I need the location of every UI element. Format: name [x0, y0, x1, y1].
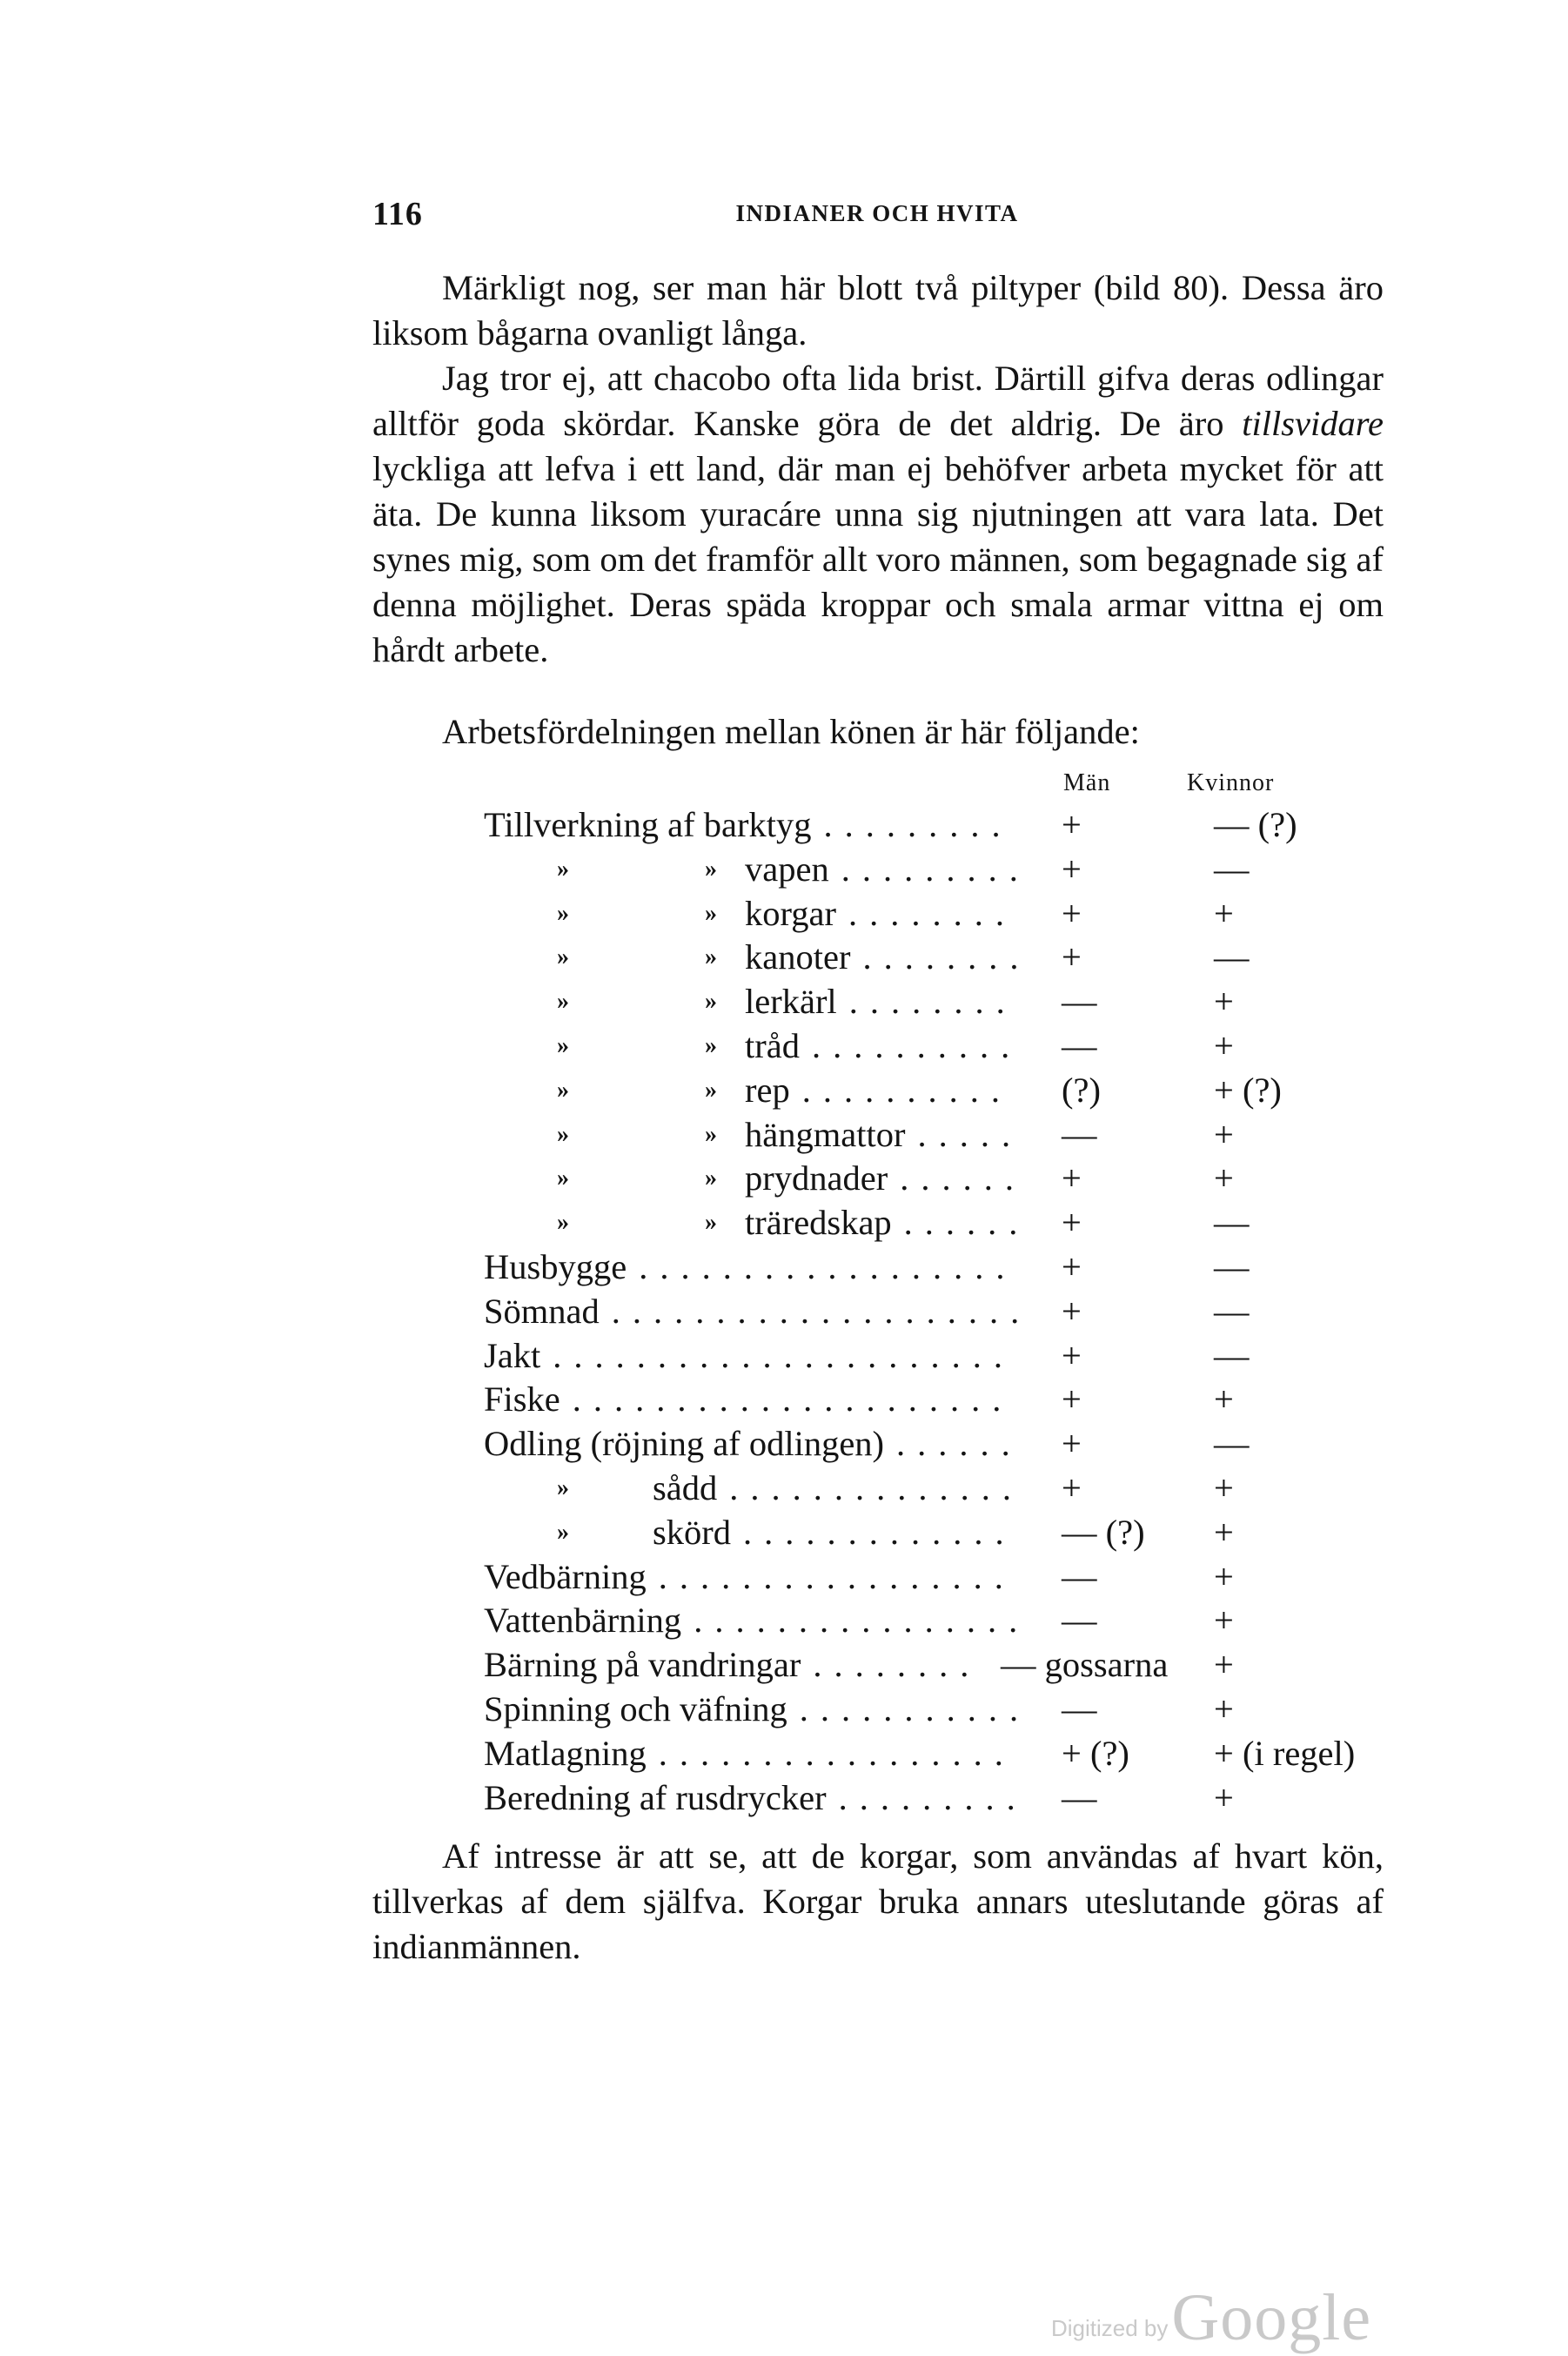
cell-man: + (?) [1062, 1733, 1129, 1773]
row-label: vapen [745, 849, 829, 889]
table-row [0, 1068, 1568, 1113]
ditto-mark: » [557, 1474, 569, 1501]
row-label: Matlagning [484, 1733, 647, 1773]
leader-dots: ........ [862, 937, 1031, 977]
cell-man: + [1062, 1291, 1082, 1331]
cell-kvinnor: + [1214, 982, 1234, 1022]
leader-dots: ................. [658, 1733, 1015, 1773]
cell-kvinnor: — [1214, 1203, 1250, 1243]
row-label: Vattenbärning [484, 1601, 682, 1641]
cell-kvinnor: — [1214, 937, 1250, 977]
leader-dots: .......... [801, 1070, 1012, 1110]
leader-dots: ................ [694, 1601, 1030, 1641]
leader-dots: ..... [917, 1114, 1023, 1154]
cell-man: + [1062, 893, 1082, 933]
table-row [0, 1642, 1568, 1688]
cell-man: (?) [1062, 1070, 1101, 1110]
cell-man: + [1062, 937, 1082, 977]
leader-dots: ......... [841, 849, 1030, 889]
row-label: prydnader [745, 1158, 888, 1198]
row-label: tråd [745, 1026, 800, 1065]
cell-kvinnor: — [1214, 1335, 1250, 1375]
table-row [0, 1731, 1568, 1776]
cell-kvinnor: + [1214, 1026, 1234, 1065]
cell-kvinnor: + [1214, 1689, 1234, 1728]
leader-dots: ...... [900, 1158, 1026, 1198]
cell-man: + [1062, 1335, 1082, 1375]
cell-kvinnor: + [1214, 1158, 1234, 1198]
ditto-mark: » [557, 899, 569, 927]
ditto-mark: » [705, 899, 717, 927]
leader-dots: ............. [743, 1512, 1016, 1552]
table-row [0, 1775, 1568, 1821]
cell-kvinnor: + [1214, 1556, 1234, 1596]
ditto-mark: » [557, 1165, 569, 1192]
ditto-mark: » [705, 1165, 717, 1192]
ditto-mark: » [557, 855, 569, 883]
leader-dots: ........ [848, 893, 1016, 933]
cell-man: + [1062, 1247, 1082, 1286]
leader-dots: ........ [813, 1645, 982, 1685]
paragraph-2-text-a: Jag tror ej, att chacobo ofta lida brist. Därtill gifva deras odlingar alltför goda skördar. Kanske göra de det aldrig. De äro [372, 359, 1384, 443]
cell-kvinnor: + [1214, 893, 1234, 933]
ditto-mark: » [705, 1076, 717, 1104]
row-label: Fiske [484, 1379, 560, 1420]
ditto-mark: » [557, 988, 569, 1016]
row-label: Odling (röjning af odlingen) [484, 1424, 885, 1464]
leader-dots: .......... [811, 1026, 1022, 1065]
row-label: hängmattor [745, 1114, 906, 1154]
table-row [0, 1245, 1568, 1290]
cell-man: — [1062, 1026, 1097, 1065]
cell-man: + [1062, 1203, 1082, 1243]
ditto-mark: » [705, 1120, 717, 1148]
ditto-mark: » [557, 943, 569, 971]
cell-man: — [1062, 1777, 1097, 1817]
cell-man: — [1062, 982, 1097, 1022]
cell-kvinnor: — [1214, 849, 1250, 889]
leader-dots: ......... [823, 805, 1013, 844]
ditto-mark: » [705, 1209, 717, 1237]
leader-dots: ................. [658, 1556, 1015, 1596]
row-label: kanoter [745, 937, 851, 977]
ditto-mark: » [557, 1076, 569, 1104]
paragraph-1-text: Märkligt nog, ser man här blott två piltyper (bild 80). Dessa äro liksom bågarna ovanligt långa. [372, 268, 1384, 352]
row-label: Vedbärning [484, 1556, 647, 1596]
table-row [0, 1112, 1568, 1158]
row-label: rep [745, 1070, 790, 1110]
page-number: 116 [372, 196, 423, 232]
table-row [0, 1510, 1568, 1555]
cell-kvinnor: + [1214, 1645, 1234, 1685]
cell-kvinnor: + [1214, 1601, 1234, 1641]
row-label: Beredning af rusdrycker [484, 1777, 827, 1817]
table-row [0, 1377, 1568, 1422]
cell-man: + [1062, 805, 1082, 844]
row-label: Bärning på vandringar [484, 1645, 801, 1685]
watermark-logo: Google [1171, 2281, 1372, 2354]
page-header [372, 195, 1382, 238]
ditto-mark: » [557, 1518, 569, 1546]
paragraph-2 [372, 356, 1384, 673]
table-row [0, 1024, 1568, 1069]
cell-kvinnor: + (i regel) [1214, 1733, 1356, 1773]
cell-kvinnor: — [1214, 1424, 1250, 1464]
table-row [0, 1289, 1568, 1334]
cell-man: — [1062, 1556, 1097, 1596]
table-row [0, 935, 1568, 980]
cell-kvinnor: — (?) [1214, 805, 1297, 844]
row-label: sådd [653, 1468, 718, 1507]
cell-kvinnor: + [1214, 1114, 1234, 1154]
cell-kvinnor: + [1214, 1379, 1234, 1420]
row-label: Jakt [484, 1335, 541, 1375]
paragraph-3 [372, 709, 1384, 755]
table-row [0, 1687, 1568, 1732]
table-row [0, 847, 1568, 892]
leader-dots: ......... [838, 1777, 1028, 1817]
leader-dots: ........... [799, 1689, 1031, 1728]
ditto-mark: » [705, 1032, 717, 1059]
ditto-mark: » [705, 988, 717, 1016]
ditto-mark: » [557, 1209, 569, 1237]
ditto-mark: » [705, 943, 717, 971]
cell-man: + [1062, 849, 1082, 889]
row-label: korgar [745, 893, 836, 933]
ditto-mark: » [705, 855, 717, 883]
cell-man: + [1062, 1158, 1082, 1198]
paragraph-2-text-b: lyckliga att lefva i ett land, där man ej behöfver arbeta mycket för att äta. De kunna liksom yuracáre unna sig njutningen att vara lata. Det synes mig, som om det framför allt voro männen, som begagnade sig af denna möjlighet. Deras späda kroppar och smala armar vittna ej om hårdt arbete. [372, 449, 1384, 669]
column-header-man: Män [1063, 769, 1111, 796]
paragraph-2-italic: tillsvidare [1242, 404, 1384, 443]
cell-man: — (?) [1062, 1512, 1145, 1552]
table-row [0, 1156, 1568, 1201]
table-row [0, 1333, 1568, 1379]
cell-man: — gossarna [1001, 1645, 1169, 1685]
paragraph-4-text: Af intresse är att se, att de korgar, som användas af hvart kön, tillverkas af dem själfva. Korgar bruka annars uteslutande göras af indianmännen. [372, 1836, 1384, 1966]
cell-man: + [1062, 1424, 1082, 1464]
paragraph-1 [372, 265, 1384, 356]
row-label: skörd [653, 1512, 731, 1552]
cell-kvinnor: + (?) [1214, 1070, 1282, 1110]
cell-man: — [1062, 1114, 1097, 1154]
leader-dots: .................. [639, 1247, 1017, 1286]
row-label: Tillverkning af barktyg [484, 805, 812, 844]
leader-dots: ...... [903, 1203, 1030, 1243]
running-head: INDIANER OCH HVITA [735, 200, 1019, 226]
leader-dots: ..................... [572, 1379, 1014, 1420]
paragraph-3-text: Arbetsfördelningen mellan könen är här följande: [442, 712, 1140, 751]
row-label: Husbygge [484, 1247, 627, 1286]
table-row [0, 1466, 1568, 1511]
cell-kvinnor: — [1214, 1291, 1250, 1331]
watermark [1051, 2280, 1371, 2356]
row-label: Spinning och väfning [484, 1689, 787, 1728]
table-row [0, 1421, 1568, 1467]
cell-man: — [1062, 1689, 1097, 1728]
cell-man: + [1062, 1468, 1082, 1507]
leader-dots: ...................... [553, 1335, 1015, 1375]
table-row [0, 802, 1568, 848]
table-row [0, 891, 1568, 936]
watermark-small: Digitized by [1051, 2315, 1169, 2341]
table-row [0, 1554, 1568, 1600]
cell-man: — [1062, 1601, 1097, 1641]
row-label: lerkärl [745, 982, 837, 1022]
leader-dots: .................... [611, 1291, 1032, 1331]
ditto-mark: » [557, 1120, 569, 1148]
column-header-kvinnor: Kvinnor [1187, 769, 1275, 796]
table-row [0, 1200, 1568, 1245]
row-label: träredskap [745, 1203, 892, 1243]
cell-kvinnor: + [1214, 1468, 1234, 1507]
leader-dots: .............. [729, 1468, 1023, 1507]
cell-kvinnor: + [1214, 1777, 1234, 1817]
leader-dots: ........ [848, 982, 1017, 1022]
cell-kvinnor: — [1214, 1247, 1250, 1286]
ditto-mark: » [557, 1032, 569, 1059]
leader-dots: ...... [896, 1424, 1022, 1464]
paragraph-4 [372, 1834, 1384, 1970]
table-row [0, 979, 1568, 1024]
table-row [0, 1598, 1568, 1643]
row-label: Sömnad [484, 1291, 600, 1331]
cell-man: + [1062, 1379, 1082, 1420]
cell-kvinnor: + [1214, 1512, 1234, 1552]
